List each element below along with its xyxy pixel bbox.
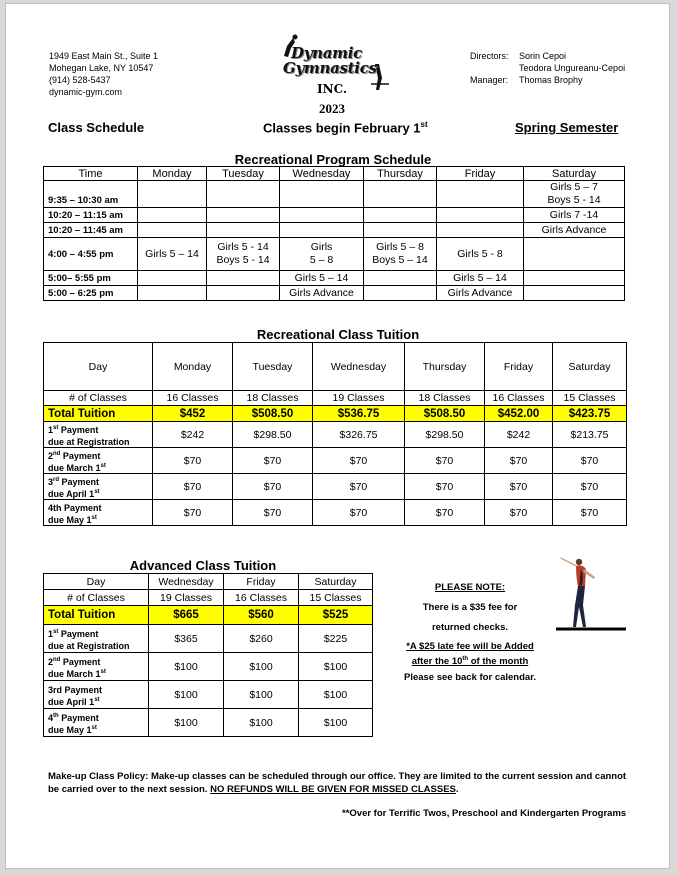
class-count: 15 Classes: [299, 590, 373, 606]
col-header: Monday: [153, 343, 233, 391]
col-header: Time: [44, 167, 138, 181]
payment-label: 3rd Payment due April 1st: [44, 681, 149, 709]
payment-value: $70: [485, 500, 553, 526]
payment-value: $70: [405, 448, 485, 474]
payment-value: $100: [224, 653, 299, 681]
over-note: **Over for Terrific Twos, Preschool and Kindergarten Programs: [342, 808, 627, 819]
directors-label: Directors:: [470, 51, 509, 61]
total-value: $508.50: [233, 406, 313, 422]
address-line: Mohegan Lake, NY 10547: [49, 63, 154, 73]
director-name: Teodora Ungureanu-Cepoi: [519, 63, 626, 73]
class-cell: [280, 208, 364, 223]
col-header: Saturday: [299, 574, 373, 590]
total-value: $423.75: [553, 406, 627, 422]
class-cell: [138, 208, 207, 223]
payment-value: $70: [553, 448, 627, 474]
payment-value: $70: [313, 448, 405, 474]
class-cell: [207, 271, 280, 286]
payment-label: 4th Payment due May 1st: [44, 500, 153, 526]
rec-schedule-title: Recreational Program Schedule: [234, 152, 432, 167]
time-cell: 9:35 – 10:30 am: [44, 181, 138, 208]
col-header: Wednesday: [313, 343, 405, 391]
address-block: [49, 50, 158, 98]
total-value: $452: [153, 406, 233, 422]
total-value: $536.75: [313, 406, 405, 422]
dynamic-gymnastics-logo: [279, 34, 389, 98]
col-header: Saturday: [524, 167, 625, 181]
row-label: Total Tuition: [44, 406, 153, 422]
payment-row: [44, 474, 627, 500]
class-cell: [364, 286, 437, 301]
phone: (914) 528-5437: [49, 75, 111, 85]
manager-label: Manager:: [470, 75, 509, 85]
payment-row: [44, 653, 373, 681]
payment-value: $100: [299, 709, 373, 737]
total-tuition-row: [44, 406, 627, 422]
logo-inc: INC.: [317, 82, 348, 96]
logo-line1: Dynamic: [291, 44, 362, 62]
payment-value: $70: [313, 474, 405, 500]
payment-value: $100: [149, 681, 224, 709]
total-value: $508.50: [405, 406, 485, 422]
payment-value: $70: [233, 474, 313, 500]
time-cell: 5:00– 5:55 pm: [44, 271, 138, 286]
class-cell: [364, 271, 437, 286]
table-header-row: [44, 574, 373, 590]
payment-row: [44, 681, 373, 709]
payment-value: $242: [153, 422, 233, 448]
col-header: Friday: [485, 343, 553, 391]
total-value: $665: [149, 606, 224, 625]
total-value: $452.00: [485, 406, 553, 422]
class-schedule-heading: Class Schedule: [48, 120, 145, 135]
payment-value: $100: [299, 681, 373, 709]
payment-value: $70: [233, 500, 313, 526]
class-cell: [138, 223, 207, 238]
class-cell: [207, 181, 280, 208]
class-count: 18 Classes: [405, 391, 485, 406]
payment-value: $70: [153, 448, 233, 474]
payment-value: $100: [149, 709, 224, 737]
payment-label: 2nd Payment due March 1st: [44, 653, 149, 681]
col-header: Day: [44, 574, 149, 590]
col-header: Saturday: [553, 343, 627, 391]
class-cell: [524, 271, 625, 286]
table-header-row: [44, 167, 625, 181]
class-cell: Girls 5 – 14: [437, 271, 524, 286]
class-count: 18 Classes: [233, 391, 313, 406]
class-cell: [524, 238, 625, 271]
rec-schedule-table: [43, 166, 625, 301]
payment-value: $242: [485, 422, 553, 448]
col-header: Wednesday: [149, 574, 224, 590]
payment-value: $70: [405, 500, 485, 526]
col-header: Wednesday: [280, 167, 364, 181]
payment-value: $70: [313, 500, 405, 526]
payment-label: 1st Payment due at Registration: [44, 625, 149, 653]
classes-row: [44, 590, 373, 606]
semester-heading: Spring Semester: [515, 120, 619, 135]
classes-begin-heading: Classes begin February 1st: [263, 120, 428, 136]
rec-tuition-table: [43, 342, 627, 526]
class-cell: Girls 5 – 8 Boys 5 – 14: [364, 238, 437, 271]
class-count: 19 Classes: [313, 391, 405, 406]
payment-row: [44, 448, 627, 474]
table-header-row: [44, 343, 627, 391]
class-cell: [280, 181, 364, 208]
class-cell: [364, 181, 437, 208]
col-header: Day: [44, 343, 153, 391]
year: 2023: [319, 101, 345, 116]
class-count: 16 Classes: [485, 391, 553, 406]
please-note-block: [390, 578, 550, 688]
schedule-page: [5, 3, 670, 869]
note-heading: PLEASE NOTE:: [434, 582, 506, 593]
class-cell: [437, 181, 524, 208]
calendar-note: Please see back for calendar.: [403, 672, 537, 684]
class-cell: Girls 5 – 14: [280, 271, 364, 286]
late-fee-note: *A $25 late fee will be Added after the 10th of the month: [406, 641, 534, 668]
classes-row: [44, 391, 627, 406]
gymnast-figure-icon: [550, 555, 630, 635]
class-count: 15 Classes: [553, 391, 627, 406]
col-header: Friday: [437, 167, 524, 181]
class-cell: [207, 286, 280, 301]
payment-value: $326.75: [313, 422, 405, 448]
class-cell: [364, 208, 437, 223]
col-header: Monday: [138, 167, 207, 181]
row-label: Total Tuition: [44, 606, 149, 625]
total-value: $525: [299, 606, 373, 625]
payment-value: $100: [224, 709, 299, 737]
col-header: Tuesday: [207, 167, 280, 181]
class-cell: [437, 208, 524, 223]
class-cell: Girls Advance: [524, 223, 625, 238]
row-label: # of Classes: [44, 590, 149, 606]
table-row: [44, 286, 625, 301]
class-cell: Girls 5 - 14 Boys 5 - 14: [207, 238, 280, 271]
director-name: Sorin Cepoi: [519, 51, 567, 61]
table-row: [44, 181, 625, 208]
payment-row: [44, 625, 373, 653]
class-cell: Girls Advance: [437, 286, 524, 301]
class-cell: [364, 223, 437, 238]
table-row: [44, 238, 625, 271]
payment-value: $70: [153, 474, 233, 500]
payment-value: $100: [149, 653, 224, 681]
col-header: Friday: [224, 574, 299, 590]
class-cell: [280, 223, 364, 238]
time-cell: 4:00 – 4:55 pm: [44, 238, 138, 271]
time-cell: 10:20 – 11:15 am: [44, 208, 138, 223]
total-tuition-row: [44, 606, 373, 625]
class-cell: Girls 7 -14: [524, 208, 625, 223]
class-cell: Girls 5 – 7 Boys 5 - 14: [524, 181, 625, 208]
payment-label: 3rd Payment due April 1st: [44, 474, 153, 500]
payment-row: [44, 709, 373, 737]
payment-value: $100: [299, 653, 373, 681]
class-count: 16 Classes: [224, 590, 299, 606]
class-cell: [138, 271, 207, 286]
logo-line2: Gymnastics: [283, 59, 377, 77]
class-cell: [207, 208, 280, 223]
manager-name: Thomas Brophy: [519, 75, 583, 85]
col-header: Thursday: [405, 343, 485, 391]
row-label: # of Classes: [44, 391, 153, 406]
payment-value: $100: [224, 681, 299, 709]
makeup-policy: Make-up Class Policy: Make-up classes can be scheduled through our office. They are limited to the current session and cannot be carried over to the next session. NO REFUNDS WILL BE GIVEN FOR MISSED CLASSES.: [48, 771, 627, 795]
payment-value: $70: [485, 474, 553, 500]
note-text: There is a $35 fee for: [422, 602, 518, 613]
class-cell: [138, 286, 207, 301]
table-row: [44, 271, 625, 286]
payment-value: $365: [149, 625, 224, 653]
payment-value: $298.50: [405, 422, 485, 448]
class-cell: [207, 223, 280, 238]
class-cell: [138, 181, 207, 208]
class-count: 16 Classes: [153, 391, 233, 406]
time-cell: 5:00 – 6:25 pm: [44, 286, 138, 301]
table-row: [44, 223, 625, 238]
col-header: Thursday: [364, 167, 437, 181]
class-cell: Girls 5 - 8: [437, 238, 524, 271]
time-cell: 10:20 – 11:45 am: [44, 223, 138, 238]
payment-label: 2nd Payment due March 1st: [44, 448, 153, 474]
website: dynamic-gym.com: [49, 87, 123, 97]
payment-value: $298.50: [233, 422, 313, 448]
class-cell: Girls Advance: [280, 286, 364, 301]
directors-block: [470, 50, 625, 86]
payment-label: 1st Payment due at Registration: [44, 422, 153, 448]
table-row: [44, 208, 625, 223]
payment-value: $70: [553, 500, 627, 526]
payment-row: [44, 422, 627, 448]
class-count: 19 Classes: [149, 590, 224, 606]
payment-value: $70: [233, 448, 313, 474]
class-cell: Girls 5 – 8: [280, 238, 364, 271]
class-cell: [437, 223, 524, 238]
adv-tuition-table: [43, 573, 373, 737]
adv-tuition-title: Advanced Class Tuition: [129, 558, 277, 573]
class-cell: Girls 5 – 14: [138, 238, 207, 271]
payment-value: $213.75: [553, 422, 627, 448]
rec-tuition-title: Recreational Class Tuition: [256, 327, 420, 342]
no-refunds-notice: NO REFUNDS WILL BE GIVEN FOR MISSED CLASSES: [210, 784, 456, 795]
class-cell: [524, 286, 625, 301]
payment-value: $70: [153, 500, 233, 526]
payment-value: $70: [553, 474, 627, 500]
col-header: Tuesday: [233, 343, 313, 391]
payment-value: $70: [405, 474, 485, 500]
payment-value: $70: [485, 448, 553, 474]
address-line: 1949 East Main St., Suite 1: [49, 51, 159, 61]
total-value: $560: [224, 606, 299, 625]
note-text: returned checks.: [431, 622, 509, 633]
payment-value: $260: [224, 625, 299, 653]
payment-value: $225: [299, 625, 373, 653]
payment-row: [44, 500, 627, 526]
payment-label: 4th Payment due May 1st: [44, 709, 149, 737]
